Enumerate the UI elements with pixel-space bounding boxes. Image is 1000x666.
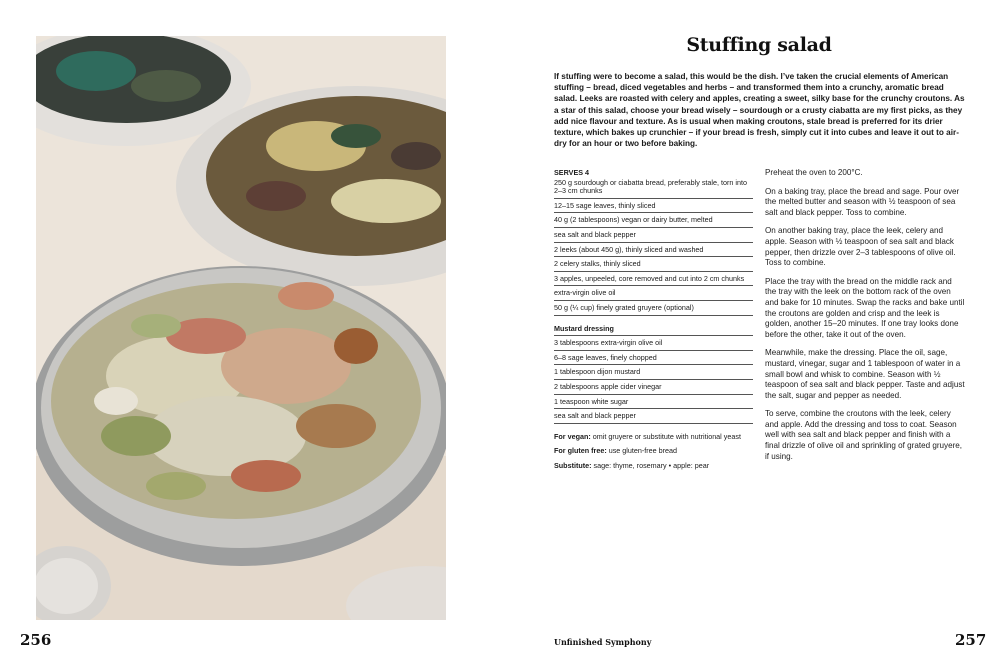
method-step: Preheat the oven to 200°C. <box>765 168 863 177</box>
recipe-intro: If stuffing were to become a salad, this would be the dish. I’ve taken the crucial elements of American stuffing – bread, diced vegetables and herbs – and transformed them into a crunchy, aromatic bread salad. Leeks are roasted with celery and apples, creating a sweet, silky base for the crunchy croutons. As a star of this salad, choose your bread wisely – sourdough or a crusty ciabatta are my first picks, as they add nice flavour and texture. As is usual when making croutons, stale bread is preferred for its drier texture, which bakes up crunchier – if your bread is fresh, simply cut it into cubes and leave it out to air-dry for an hour or two before baking. <box>554 72 965 149</box>
method-step: Meanwhile, make the dressing. Place the oil, sage, mustard, vinegar, sugar and 1 tablespoon of water in a small bowl and whisk to combine. Season with ½ teaspoon of sea salt and black pepper. Taste and adjust the salt, sugar and pepper as needed. <box>765 348 965 400</box>
recipe-title: Stuffing salad <box>686 34 832 56</box>
dressing-item: 3 tablespoons extra-virgin olive oil <box>554 336 753 351</box>
dressing-heading: Mustard dressing <box>554 325 753 337</box>
ingredient-item: extra-virgin olive oil <box>554 286 753 301</box>
dressing-item: 1 tablespoon dijon mustard <box>554 365 753 380</box>
method-column <box>765 168 965 470</box>
ingredient-item: 250 g sourdough or ciabatta bread, preferably stale, torn into 2–3 cm chunks <box>554 178 753 199</box>
ingredient-item: 50 g (¼ cup) finely grated gruyere (optional) <box>554 301 753 316</box>
dressing-item: 1 teaspoon white sugar <box>554 395 753 410</box>
ingredient-item: 2 celery stalks, thinly sliced <box>554 257 753 272</box>
method-step: On another baking tray, place the leek, celery and apple. Season with ½ teaspoon of sea salt and black pepper, then drizzle over 2–3 tablespoons of olive oil. Toss to combine. <box>765 226 956 268</box>
salad-photo-illustration <box>36 36 446 620</box>
note-vegan: For vegan: omit gruyere or substitute with nutritional yeast <box>554 431 741 441</box>
note-gluten-free: For gluten free: use gluten-free bread <box>554 446 678 456</box>
ingredient-item: 12–15 sage leaves, thinly sliced <box>554 199 753 214</box>
dressing-list <box>554 336 753 424</box>
ingredient-item: 3 apples, unpeeled, core removed and cut into 2 cm chunks <box>554 272 753 287</box>
dressing-item: 6–8 sage leaves, finely chopped <box>554 351 753 366</box>
ingredient-item: 40 g (2 tablespoons) vegan or dairy butter, melted <box>554 213 753 228</box>
dressing-item: 2 tablespoons apple cider vinegar <box>554 380 753 395</box>
page-number-left: 256 <box>20 631 52 649</box>
method-step: On a baking tray, place the bread and sage. Pour over the melted butter and season with ½ teaspoon of sea salt and black pepper. Toss to combine. <box>765 186 960 217</box>
dietary-notes <box>554 433 753 471</box>
dressing-item: sea salt and black pepper <box>554 409 753 424</box>
note-substitute: Substitute: sage: thyme, rosemary • apple: pear <box>554 460 710 470</box>
page-number-right: 257 <box>955 631 987 649</box>
ingredient-item: sea salt and black pepper <box>554 228 753 243</box>
method-step: To serve, combine the croutons with the leek, celery and apple. Add the dressing and toss to coat. Season well with sea salt and black pepper and finish with a final drizzle of olive oil and sprinkling of grated gruyere, if using. <box>765 409 963 461</box>
ingredient-item: 2 leeks (about 450 g), thinly sliced and washed <box>554 243 753 258</box>
salad-photo <box>36 36 446 620</box>
method-step: Place the tray with the bread on the middle rack and the tray with the leek on the bottom rack of the oven and bake for 10 minutes. Swap the racks and bake until the croutons are golden and crisp and the leek is golden, another 15–20 minutes. If one tray looks done before the other, take it out of the oven. <box>765 276 965 339</box>
running-footer: Unfinished Symphony <box>554 637 652 647</box>
ingredient-list <box>554 178 753 316</box>
serves-label: SERVES 4 <box>554 168 590 177</box>
ingredients-column <box>554 169 753 476</box>
